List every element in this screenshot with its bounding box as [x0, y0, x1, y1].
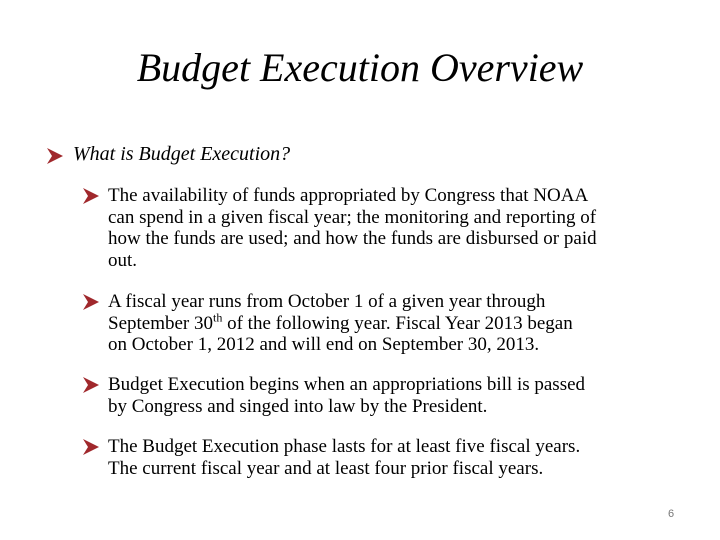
page-number: 6 [668, 508, 675, 520]
bullet-line: The current fiscal year and at least four prior fiscal years. [108, 457, 544, 479]
ordinal-suffix: th [213, 310, 223, 325]
bullet-line: The Budget Execution phase lasts for at least five fiscal years. [108, 436, 581, 457]
slide-title: Budget Execution Overview [136, 45, 584, 90]
bullet-line-rest: of the following year. Fiscal Year 2013 began [227, 312, 573, 334]
arrow-bullet-icon [82, 293, 100, 311]
bullet-line: Budget Execution begins when an appropriations bill is passed [108, 374, 586, 395]
bullet-line: A fiscal year runs from October 1 of a given year through [108, 291, 546, 312]
main-bullet-text: What is Budget Execution? [73, 143, 291, 165]
arrow-bullet-icon [82, 438, 100, 456]
bullet-line: by Congress and singed into law by the President. [108, 395, 488, 417]
bullet-line: on October 1, 2012 and will end on September 30, 2013. [108, 334, 540, 355]
bullet-line [108, 310, 573, 335]
bullet-line: how the funds are used; and how the funds are disbursed or paid [108, 228, 597, 249]
bullet-line: can spend in a given fiscal year; the monitoring and reporting of [108, 206, 597, 228]
arrow-bullet-icon [46, 147, 64, 165]
bullet-line: The availability of funds appropriated by Congress that NOAA [108, 185, 589, 206]
arrow-bullet-icon [82, 376, 100, 394]
date-text: September 30 [108, 312, 214, 334]
bullet-line: out. [108, 249, 138, 271]
arrow-bullet-icon [82, 187, 100, 205]
